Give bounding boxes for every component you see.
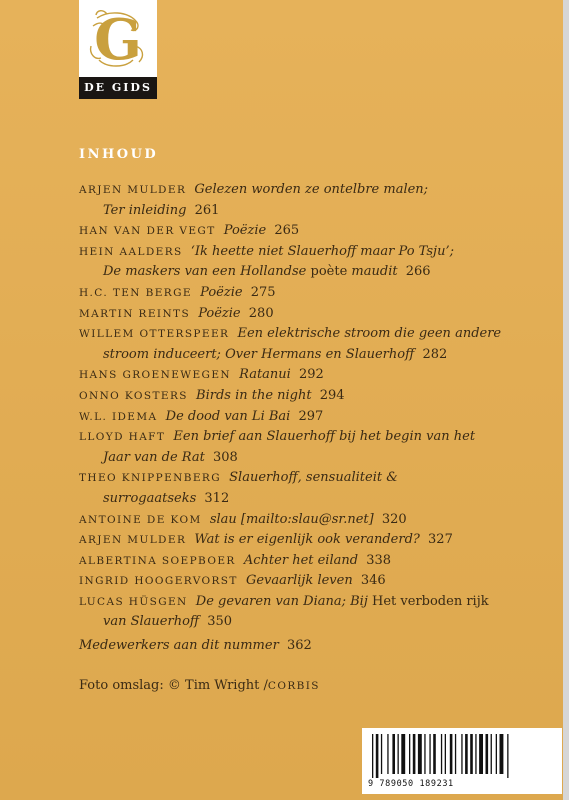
toc-line	[79, 510, 519, 531]
toc-page-number: 320	[381, 511, 407, 527]
barcode-bar	[486, 734, 489, 774]
toc-author: THEO KNIPPENBERG	[79, 472, 222, 485]
contributors-line	[79, 638, 312, 653]
contributors-page: 362	[286, 638, 312, 653]
toc-title-roman: poète	[310, 264, 348, 280]
table-of-contents	[79, 180, 519, 633]
toc-entry	[79, 221, 519, 242]
toc-title: Poëzie	[223, 223, 267, 239]
toc-entry	[79, 468, 519, 509]
toc-title: Een elektrische stroom die geen andere	[237, 326, 502, 342]
toc-entry	[79, 510, 519, 531]
toc-page-number: 294	[319, 387, 345, 403]
toc-title-roman: Het verboden rijk	[372, 593, 489, 609]
barcode-icon	[370, 734, 554, 778]
barcode-bar	[470, 734, 473, 774]
toc-title: surrogaatseks	[103, 490, 197, 506]
toc-title: slau [mailto:slau@sr.net]	[209, 511, 374, 527]
toc-line	[79, 324, 519, 345]
toc-entry	[79, 304, 519, 325]
gids-monogram-icon	[87, 6, 149, 72]
toc-page-number: 282	[422, 346, 448, 362]
barcode-bar	[387, 734, 388, 774]
barcode-bar	[500, 734, 504, 774]
toc-author: ALBERTINA SOEPBOER	[79, 554, 236, 567]
barcode-bar	[372, 734, 373, 778]
toc-page-number: 280	[248, 305, 274, 321]
toc-author: W.L. IDEMA	[79, 410, 158, 423]
toc-entry	[79, 407, 519, 428]
toc-page-number: 350	[207, 614, 233, 630]
toc-page-number: 312	[204, 490, 230, 506]
photo-credit-agency: CORBIS	[267, 680, 320, 692]
toc-line	[79, 262, 519, 283]
toc-entry	[79, 242, 519, 283]
toc-author: HEIN AALDERS	[79, 245, 183, 258]
barcode-bar	[401, 734, 405, 774]
toc-line	[79, 489, 519, 510]
toc-entry	[79, 365, 519, 386]
toc-title: Poëzie	[198, 305, 241, 321]
toc-entry	[79, 571, 519, 592]
toc-title: Poëzie	[200, 284, 243, 300]
toc-line	[79, 592, 519, 613]
toc-entry	[79, 283, 519, 304]
page-edge	[563, 0, 569, 800]
contents-heading: INHOUD	[79, 147, 159, 162]
barcode-bar	[413, 734, 416, 774]
toc-author: HANS GROENEWEGEN	[79, 369, 231, 382]
toc-page-number: 327	[428, 532, 453, 548]
barcode-bar	[445, 734, 446, 774]
barcode-bar	[376, 734, 379, 778]
barcode-bar	[475, 734, 476, 774]
toc-page-number: 266	[405, 264, 431, 280]
toc-author: ANTOINE DE KOM	[79, 513, 202, 526]
toc-title: De dood van Li Bai	[165, 408, 291, 424]
toc-line	[79, 407, 519, 428]
toc-title: Gevaarlijk leven	[245, 573, 353, 589]
toc-title: Birds in the night	[196, 387, 312, 403]
toc-title: stroom induceert; Over Hermans en Slauerhoff	[103, 346, 415, 362]
toc-line	[79, 304, 519, 325]
toc-line	[79, 201, 519, 222]
toc-page-number: 297	[298, 408, 324, 424]
toc-page-number: 308	[213, 449, 238, 465]
barcode-bar	[441, 734, 442, 774]
toc-entry	[79, 386, 519, 407]
barcode-bar	[409, 734, 410, 774]
barcode-bar	[479, 734, 483, 774]
toc-page-number: 275	[250, 284, 276, 300]
toc-title: Achter het eiland	[243, 552, 359, 568]
toc-line	[79, 242, 519, 263]
barcode-bar	[433, 734, 436, 774]
toc-author: ONNO KOSTERS	[79, 389, 188, 402]
isbn-number: 9 789050 189231	[368, 779, 454, 789]
toc-title: De maskers van een Hollandse	[103, 264, 307, 280]
toc-entry	[79, 530, 519, 551]
toc-line	[79, 221, 519, 242]
barcode-bar	[491, 734, 492, 774]
barcode-bar	[392, 734, 395, 774]
toc-line	[79, 386, 519, 407]
de-gids-logo	[79, 0, 157, 99]
toc-author: HAN VAN DER VEGT	[79, 225, 216, 238]
toc-line	[79, 283, 519, 304]
toc-line	[79, 180, 519, 201]
photo-credit-prefix: Foto omslag: © Tim Wright /	[79, 678, 268, 693]
toc-entry	[79, 180, 519, 221]
photo-credit	[79, 678, 320, 693]
toc-author: WILLEM OTTERSPEER	[79, 328, 230, 341]
toc-title: Wat is er eigenlijk ook veranderd?	[194, 532, 420, 548]
toc-page-number: 292	[298, 367, 324, 383]
toc-line	[79, 345, 519, 366]
barcode-bar	[429, 734, 430, 774]
toc-author: H.C. TEN BERGE	[79, 286, 192, 299]
toc-line	[79, 551, 519, 572]
toc-page-number: 346	[360, 573, 386, 589]
barcode-bar	[450, 734, 453, 774]
toc-entry	[79, 551, 519, 572]
toc-title: ‘Ik heette niet Slauerhoff maar Po Tsju’;	[190, 243, 454, 259]
toc-line	[79, 571, 519, 592]
toc-author: ARJEN MULDER	[79, 184, 187, 196]
toc-line	[79, 530, 519, 551]
logo-band-text: DE GIDS	[79, 77, 157, 99]
toc-line	[79, 612, 519, 633]
barcode-bar	[465, 734, 468, 774]
toc-title: Een brief aan Slauerhoff bij het begin van het	[173, 429, 476, 445]
logo-letter: G	[94, 7, 142, 72]
toc-title: De gevaren van Diana; Bij	[195, 593, 368, 609]
barcode-bar	[398, 734, 399, 774]
toc-author: INGRID HOOGERVORST	[79, 575, 238, 588]
toc-author: MARTIN REINTS	[79, 307, 191, 320]
toc-entry	[79, 427, 519, 468]
barcode-bar	[455, 734, 456, 774]
toc-title: Ter inleiding	[103, 202, 187, 218]
toc-line	[79, 468, 519, 489]
toc-title: Slauerhoff, sensualiteit &	[229, 470, 398, 486]
isbn-barcode	[362, 728, 562, 794]
toc-line	[79, 427, 519, 448]
toc-page-number: 265	[274, 223, 300, 239]
toc-title: maudit	[351, 264, 398, 280]
barcode-bar	[507, 734, 508, 778]
contributors-label: Medewerkers aan dit nummer	[79, 638, 279, 653]
barcode-bar	[424, 734, 425, 774]
toc-title: Jaar van de Rat	[103, 449, 205, 465]
toc-author: LUCAS HÜSGEN	[79, 595, 188, 608]
toc-line	[79, 448, 519, 469]
toc-entry	[79, 592, 519, 633]
toc-title: van Slauerhoff	[103, 614, 200, 630]
barcode-bar	[418, 734, 422, 774]
barcode-bar	[461, 734, 462, 774]
toc-title: Ratanui	[239, 367, 291, 383]
toc-entry	[79, 324, 519, 365]
toc-page-number: 338	[366, 552, 392, 568]
toc-author: ARJEN MULDER	[79, 534, 187, 547]
toc-author: LLOYD HAFT	[79, 431, 166, 444]
toc-line	[79, 365, 519, 386]
barcode-bar	[496, 734, 497, 774]
toc-title: Gelezen worden ze ontelbre malen;	[194, 182, 429, 197]
barcode-bar	[381, 734, 382, 774]
toc-page-number: 261	[194, 202, 220, 218]
